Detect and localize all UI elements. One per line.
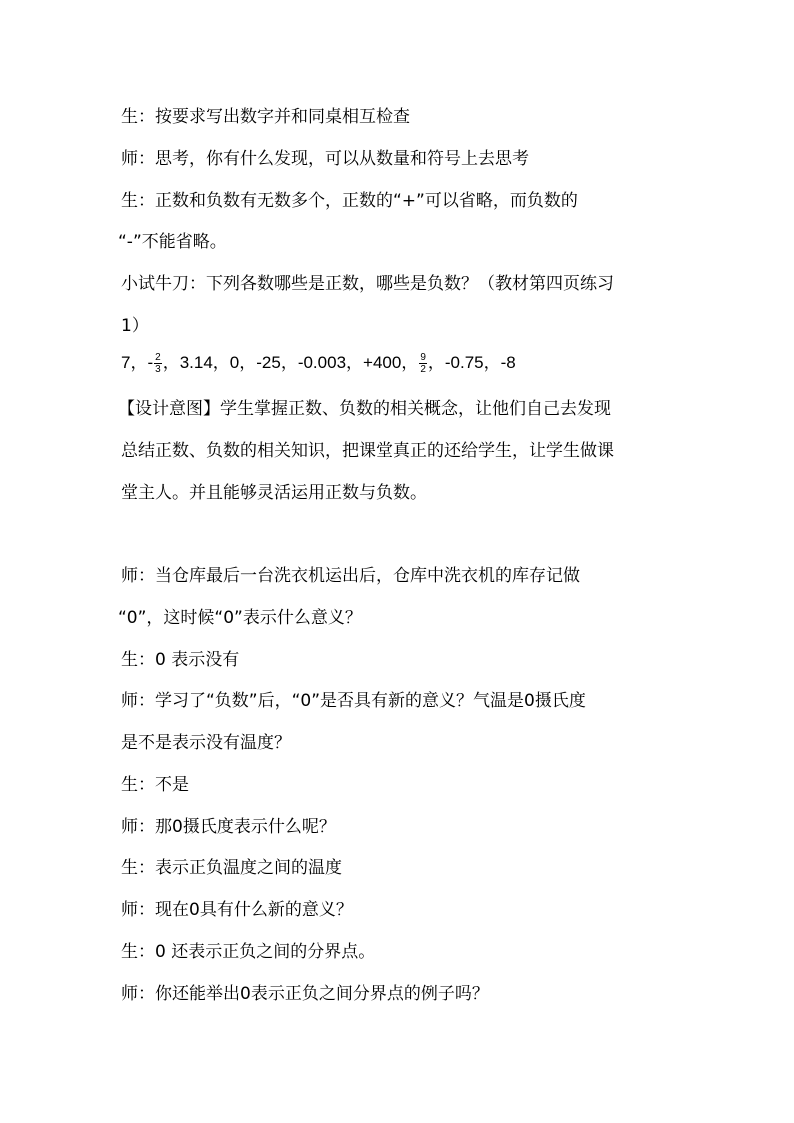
text-line: 师：思考，你有什么发现，可以从数量和符号上去思考 [121, 149, 529, 169]
fraction [154, 352, 162, 375]
text-line: 总结正数、负数的相关知识，把课堂真正的还给学生，让学生做课 [121, 441, 614, 461]
text-line: 师：当仓库最后一台洗衣机运出后，仓库中洗衣机的库存记做 [121, 566, 580, 586]
fraction-denominator: 3 [155, 364, 161, 376]
text-line: 生：表示正负温度之间的温度 [121, 858, 342, 878]
text-line: 小试牛刀：下列各数哪些是正数，哪些是负数？（教材第四页练习 [121, 274, 614, 294]
text-line: 师：学习了“负数”后，“0”是否具有新的意义？气温是0摄氏度 [121, 691, 586, 711]
number-item-sign: - [147, 353, 154, 372]
fraction-numerator: 2 [155, 352, 161, 364]
number-item: ，-0.75，-8 [427, 353, 516, 372]
fraction-denominator: 2 [420, 364, 426, 376]
text-line: 1） [121, 316, 149, 336]
text-line: 生：0 表示没有 [121, 650, 240, 670]
text-line: 生：0 还表示正负之间的分界点。 [121, 942, 376, 962]
text-line: 堂主人。并且能够灵活运用正数与负数。 [121, 483, 427, 503]
text-line: 是不是表示没有温度？ [121, 733, 291, 753]
text-line: 生：按要求写出数字并和同桌相互检查 [121, 107, 410, 127]
text-line: 生：不是 [121, 775, 189, 795]
number-item: 7， [121, 353, 148, 372]
text-line: 【设计意图】学生掌握正数、负数的相关概念，让他们自己去发现 [118, 399, 611, 419]
text-line: 师：那0摄氏度表示什么呢？ [121, 817, 336, 837]
text-line: “0”，这时候“0”表示什么意义？ [118, 608, 362, 628]
number-item: ，3.14，0，-25，-0.003，+400， [162, 353, 419, 372]
fraction-numerator: 9 [420, 352, 426, 364]
text-line: 生：正数和负数有无数多个，正数的“+”可以省略，而负数的 [121, 191, 578, 211]
text-line: 师：现在0具有什么新的意义？ [121, 900, 353, 920]
fraction [419, 352, 427, 375]
text-line: “-”不能省略。 [118, 232, 227, 252]
text-line: 师：你还能举出0表示正负之间分界点的例子吗？ [121, 984, 489, 1004]
number-list [121, 352, 516, 375]
